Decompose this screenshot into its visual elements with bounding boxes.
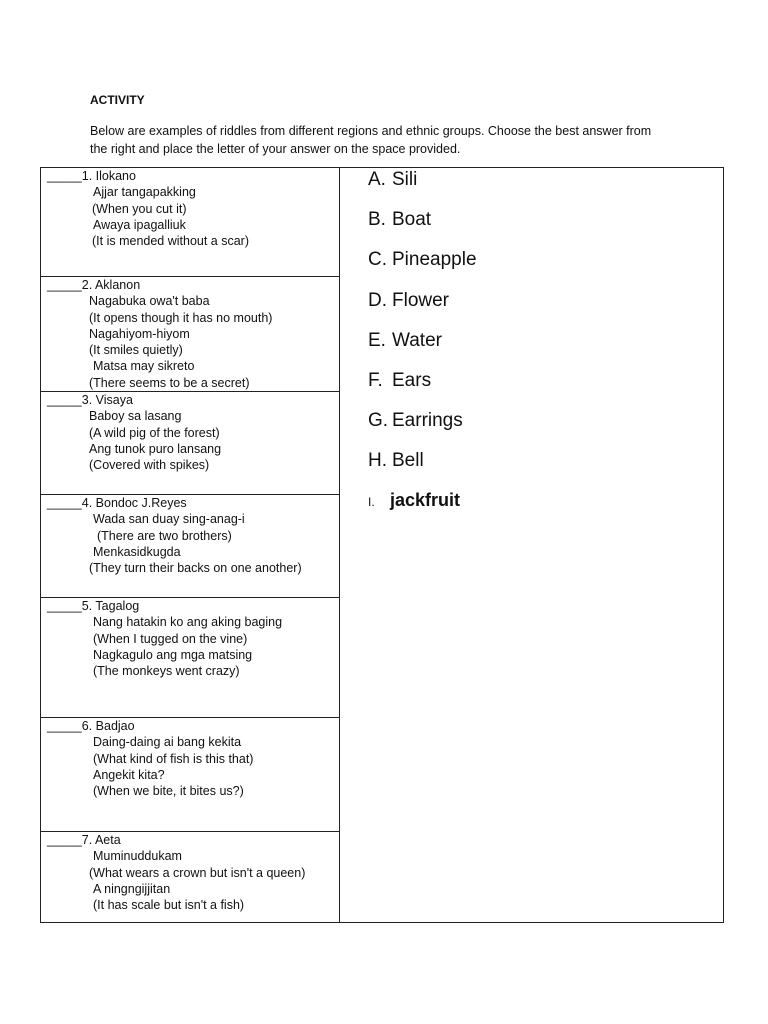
riddle-header: _____3. Visaya [47, 393, 133, 407]
riddle-line: Menkasidkugda [93, 544, 181, 559]
riddle-item-4 [41, 495, 339, 598]
answer-letter: F. [368, 370, 383, 391]
riddle-header: _____7. Aeta [47, 833, 121, 847]
riddle-line: Ang tunok puro lansang [89, 441, 222, 456]
riddle-line: A ningngijjitan [93, 881, 171, 896]
activity-title: ACTIVITY [90, 93, 145, 107]
answer-item-d [368, 290, 449, 312]
riddle-line: (When we bite, it bites us?) [93, 784, 244, 799]
answer-letter: E. [368, 330, 386, 351]
riddle-line: Nagabuka owa't baba [89, 294, 210, 309]
riddle-header: _____4. Bondoc J.Reyes [47, 496, 187, 510]
riddle-line: Matsa may sikreto [93, 359, 195, 374]
answer-item-h [368, 450, 424, 472]
answer-item-e [368, 330, 442, 352]
riddle-item-1 [41, 168, 339, 277]
answer-letter: A. [368, 169, 386, 190]
answer-letter: H. [368, 450, 387, 471]
answer-text: Flower [392, 290, 450, 311]
answer-letter: D. [368, 290, 387, 311]
riddle-line: Angekit kita? [93, 767, 165, 782]
answer-letter: B. [368, 209, 386, 230]
riddle-line: (What kind of fish is this that) [93, 751, 254, 766]
riddle-line: (What wears a crown but isn't a queen) [89, 865, 306, 880]
riddle-line: (Covered with spikes) [89, 458, 210, 473]
riddle-line: Baboy sa lasang [89, 409, 182, 424]
riddle-line: (There are two brothers) [97, 528, 232, 543]
riddle-header: _____1. Ilokano [47, 169, 136, 183]
riddle-line: Nagkagulo ang mga matsing [93, 647, 253, 662]
answers-column [340, 168, 724, 922]
riddle-line: (There seems to be a secret) [89, 375, 250, 390]
answer-item-b [368, 209, 431, 231]
answer-text: Ears [392, 370, 432, 391]
riddle-table [40, 167, 724, 923]
riddle-header: _____5. Tagalog [47, 599, 140, 613]
riddle-line: Nang hatakin ko ang aking baging [93, 615, 283, 630]
instructions-text: Below are examples of riddles from different regions and ethnic groups. Choose the best answer from the right and place the letter of your answer on the space provided. [90, 124, 652, 156]
riddle-header: _____6. Badjao [47, 719, 135, 733]
riddle-line: (It opens though it has no mouth) [89, 310, 273, 325]
riddle-line: (A wild pig of the forest) [89, 425, 220, 440]
riddle-item-3 [41, 392, 339, 495]
answer-letter: I. [368, 495, 375, 509]
answer-letter: G. [368, 410, 389, 431]
answer-text: Bell [392, 450, 424, 471]
riddle-item-6 [41, 718, 339, 832]
riddle-line: Muminuddukam [93, 849, 182, 864]
riddle-line: (The monkeys went crazy) [93, 664, 240, 679]
riddle-line: (It has scale but isn't a fish) [93, 898, 245, 913]
riddle-header: _____2. Aklanon [47, 278, 141, 292]
riddles-column [41, 168, 340, 922]
answer-item-f [368, 370, 431, 392]
riddle-line: (They turn their backs on one another) [89, 561, 302, 576]
riddle-line: (When I tugged on the vine) [93, 631, 248, 646]
answer-text: Sili [392, 169, 418, 190]
riddle-item-2 [41, 277, 339, 392]
riddle-line: Awaya ipagalliuk [93, 217, 186, 232]
riddle-line: (It is mended without a scar) [92, 234, 250, 249]
answer-letter: C. [368, 249, 387, 270]
answer-item-g [368, 410, 463, 432]
answer-item-i [368, 490, 460, 512]
riddle-item-7 [41, 832, 339, 923]
answer-text: Boat [392, 209, 432, 230]
answer-text: jackfruit [390, 490, 461, 510]
answer-item-a [368, 169, 417, 191]
riddle-line: (When you cut it) [92, 201, 187, 216]
answer-text: Pineapple [392, 249, 477, 270]
riddle-line: Wada san duay sing-anag-i [93, 512, 245, 527]
answer-text: Earrings [392, 410, 463, 431]
riddle-line: Ajjar tangapakking [93, 185, 196, 200]
answer-text: Water [392, 330, 442, 351]
riddle-line: Daing-daing ai bang kekita [93, 735, 242, 750]
riddle-line: (It smiles quietly) [89, 343, 183, 358]
riddle-item-5 [41, 598, 339, 718]
riddle-line: Nagahiyom-hiyom [89, 326, 190, 341]
answer-item-c [368, 249, 477, 271]
